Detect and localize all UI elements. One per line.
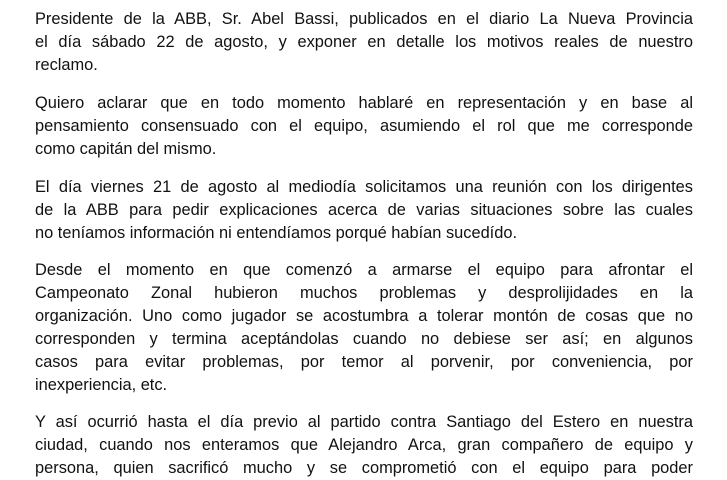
paragraph-representation	[35, 92, 693, 161]
text-line: Campeonato Zonal hubieron muchos problemas y desprolijidades en la	[35, 283, 693, 302]
text-line: de la ABB para pedir explicaciones acerca de varias situaciones sobre las cuales	[35, 200, 693, 219]
text-line: Quiero aclarar que en todo momento hablaré en representación y en base al	[35, 94, 693, 112]
text-line: pensamiento consensuado con el equipo, asumiendo el rol que me corresponde	[35, 116, 693, 135]
text-line: reclamo.	[35, 55, 98, 74]
text-line: ciudad, cuando nos enteramos que Alejandro Arca, gran compañero de equipo y	[35, 435, 693, 454]
text-line: casos para evitar problemas, por temor al porvenir, por conveniencia, por	[35, 352, 693, 371]
text-line: persona, quien sacrificó mucho y se comprometió con el equipo para poder	[35, 458, 693, 477]
text-line: organización. Uno como jugador se acostumbra a tolerar montón de cosas que no	[35, 306, 693, 325]
text-line: corresponden y termina aceptándolas cuando no debiese ser así; en algunos	[35, 329, 693, 348]
text-line: no teníamos información ni entendíamos porqué habían sucedído.	[35, 223, 518, 242]
text-line: El día viernes 21 de agosto al mediodía solicitamos una reunión con los dirigentes	[35, 178, 693, 196]
text-line: Presidente de la ABB, Sr. Abel Bassi, publicados en el diario La Nueva Provincia	[35, 10, 693, 28]
paragraph-president-statement	[35, 8, 693, 77]
text-line: Desde el momento en que comenzó a armarse el equipo para afrontar el	[35, 261, 693, 279]
text-line: Y así ocurrió hasta el día previo al partido contra Santiago del Estero en nuestra	[35, 413, 693, 431]
paragraph-team-problems	[35, 259, 693, 396]
text-line: como capitán del mismo.	[35, 139, 217, 158]
paragraph-meeting-request	[35, 176, 693, 245]
text-line: inexperiencia, etc.	[35, 375, 168, 394]
text-line: el día sábado 22 de agosto, y exponer en detalle los motivos reales de nuestro	[35, 32, 693, 51]
paragraph-santiago-match	[35, 411, 693, 480]
